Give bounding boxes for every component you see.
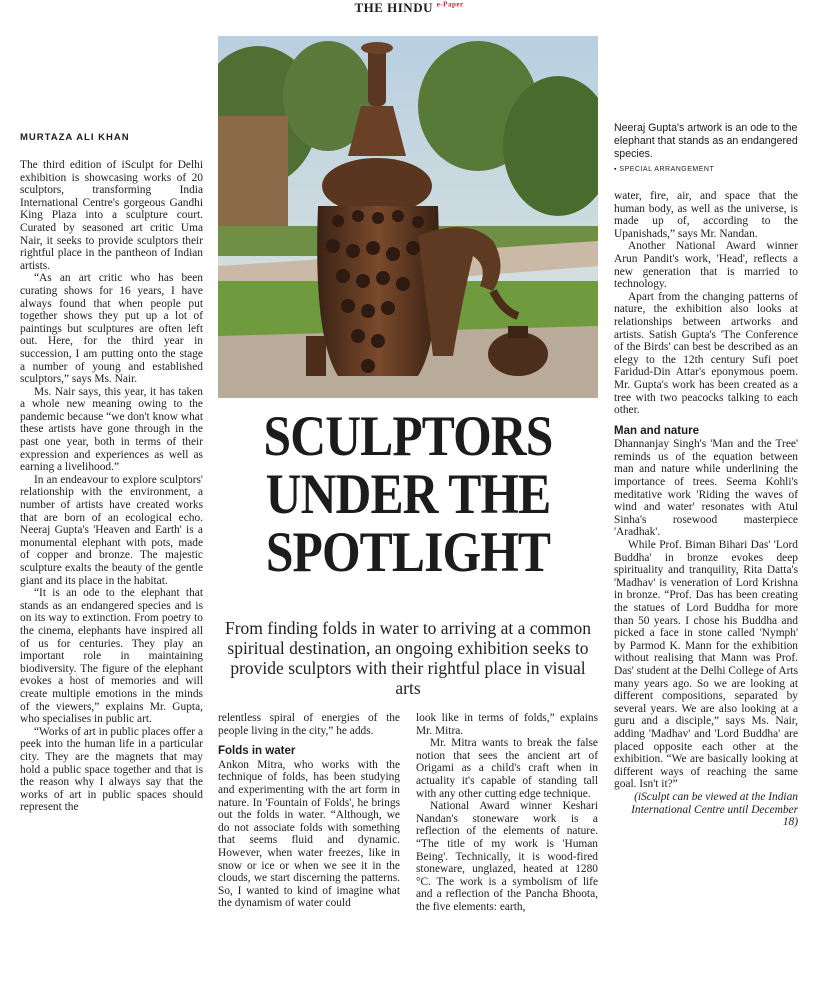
masthead-name: THE HINDU [354,0,433,15]
masthead-edition: e-Paper [436,0,464,9]
article-column-3 [416,712,598,914]
paragraph: water, fire, air, and space that the human body, as well as the universe, is made up of, according to the Upanishads,” says Mr. Nandan. [614,190,798,240]
paragraph: relentless spiral of energies of the people living in the city,” he adds. [218,712,400,737]
paragraph: “As an art critic who has been curating shows for 16 years, I have always found that when people put together shows they put up a lot of paintings but sculptures are often left out. Here, for the third year in succession, I am putting onto the stage a number of young and established sculptors,” says Ms. Nair. [20,272,203,386]
paragraph: Ankon Mitra, who works with the technique of folds, has been studying and experimenting with the art form in nature. In 'Fountain of Folds', he brings out the folds in water. “Although, we do not associate folds with something that seems fluid and dynamic. However, when water freezes, like in snow or ice or when we see it in the clouds, we start discerning the patterns. So, I wanted to kind of imagine what the dynamism of water could [218,758,400,910]
paragraph: In an endeavour to explore sculptors' relationship with the environment, a number of artists have created works that are born of an ecological echo. Neeraj Gupta's 'Heaven and Earth' is a monumental elephant with pots, made of copper and bronze. The majestic sculpture exalts the beauty of the gentle giant and its place in the habitat. [20,473,203,587]
byline: MURTAZA ALI KHAN [20,132,130,143]
article-column-4 [614,190,798,829]
caption-text: Neeraj Gupta's artwork is an ode to the elephant that stands as an endangered species. [614,122,798,160]
paragraph: “It is an ode to the elephant that stands as an endangered species and is on its way to extinction. From poetry to the cinema, elephants have inspired all of us for centuries. They play an important role in maintaining biodiversity. The figure of the elephant evokes a host of memories and will create multiple emotions in the minds of the viewers,” explains Mr. Gupta, who specialises in public art. [20,587,203,726]
paragraph: Mr. Mitra wants to break the false notion that sees the ancient art of Origami as a child's craft when in actuality it's capable of standing tall with any other cutting edge technique. [416,737,598,800]
paragraph: While Prof. Biman Bihari Das' 'Lord Buddha' in bronze evokes deep spirituality and tranquility, Rita Datta's 'Madhav' is veneration of Lord Krishna in bronze. “Prof. Das has been creating the statues of Lord Buddha for more than 50 years. I chose his Buddha and picked a face in stone called 'Nymph' by Parmod K. Mann for the exhibition without realising that Mann was Prof. Das' student at the Delhi College of Arts many years ago. So we are looking at different compositions, separated by several years. We are also looking at a guru and a disciple,” says Ms. Nair, adding 'Madhav' and 'Lord Buddha' are placed opposite each other at the exhibition. “We are basically looking at different ways of reaching the same goal. Isn't it?” [614,539,798,791]
headline-line: SCULPTORS [263,405,553,468]
paragraph: “Works of art in public places offer a peek into the human life in a particular city. They are the magnets that may hold a public space together and that is the reason why I always say that the works of art in public spaces should represent the [20,725,203,814]
signoff: (iSculpt can be viewed at the Indian International Centre until December 18) [631,790,798,829]
paragraph: Another National Award winner Arun Pandit's work, 'Head', reflects a new generation that is married to technology. [614,240,798,291]
article-photo [218,36,598,398]
article-column-1 [20,159,203,814]
deck-subheadline: From finding folds in water to arriving at a common spiritual destination, an ongoing exhibition seeks to provide sculptors with their rightful place in visual arts [225,618,591,698]
photo-credit: ▪ SPECIAL ARRANGEMENT [614,166,715,173]
subhead: Man and nature [614,424,699,437]
paragraph: Ms. Nair says, this year, it has taken a whole new meaning owing to the pandemic because “we don't know what these artists have gone through in the past one year, both in terms of their expression and experiences as well as earning a livelihood.” [20,385,203,474]
headline [243,405,574,584]
headline-line: UNDER THE [265,463,551,526]
paragraph: Dhannanjay Singh's 'Man and the Tree' reminds us of the equation between man and nature while underlining the importance of trees. Seema Kohli's meditative work 'Riding the waves of wind and water' resonates with Atul Sinha's rosewood masterpiece 'Aradhak'. [614,438,798,539]
subhead: Folds in water [218,745,296,758]
paragraph: The third edition of iSculpt for Delhi exhibition is showcasing works of 20 sculptors, transforming India International Centre's gorgeous Gandhi King Plaza into a sculpture court. Curated by seasoned art critic Uma Nair, it seeks to provide sculptors their rightful place in the pantheon of Indian artists. [20,159,203,272]
paragraph: look like in terms of folds,” explains Mr. Mitra. [416,712,598,737]
headline-line: SPOTLIGHT [265,521,551,584]
article-column-2 [218,712,400,910]
paragraph: National Award winner Keshari Nandan's stoneware work is a reflection of the elements of nature. “The title of my work is 'Human Being'. Technically, it is wood-fired stoneware, unglazed, heated at 1280 °C. The work is a symbolism of life and a reflection of the Pancha Bhoota, the five elements: earth, [416,800,598,913]
photo-caption [614,122,798,176]
masthead [0,0,818,16]
paragraph: Apart from the changing patterns of nature, the exhibition also looks at relationships between artworks and artists. Satish Gupta's 'The Conference of the Birds' can best be described as an elegy to the 12th century Sufi poet Faridud-Din Attar's eponymous poem. Mr. Gupta's work has been created as a tree with two peacocks talking to each other. [614,290,798,417]
